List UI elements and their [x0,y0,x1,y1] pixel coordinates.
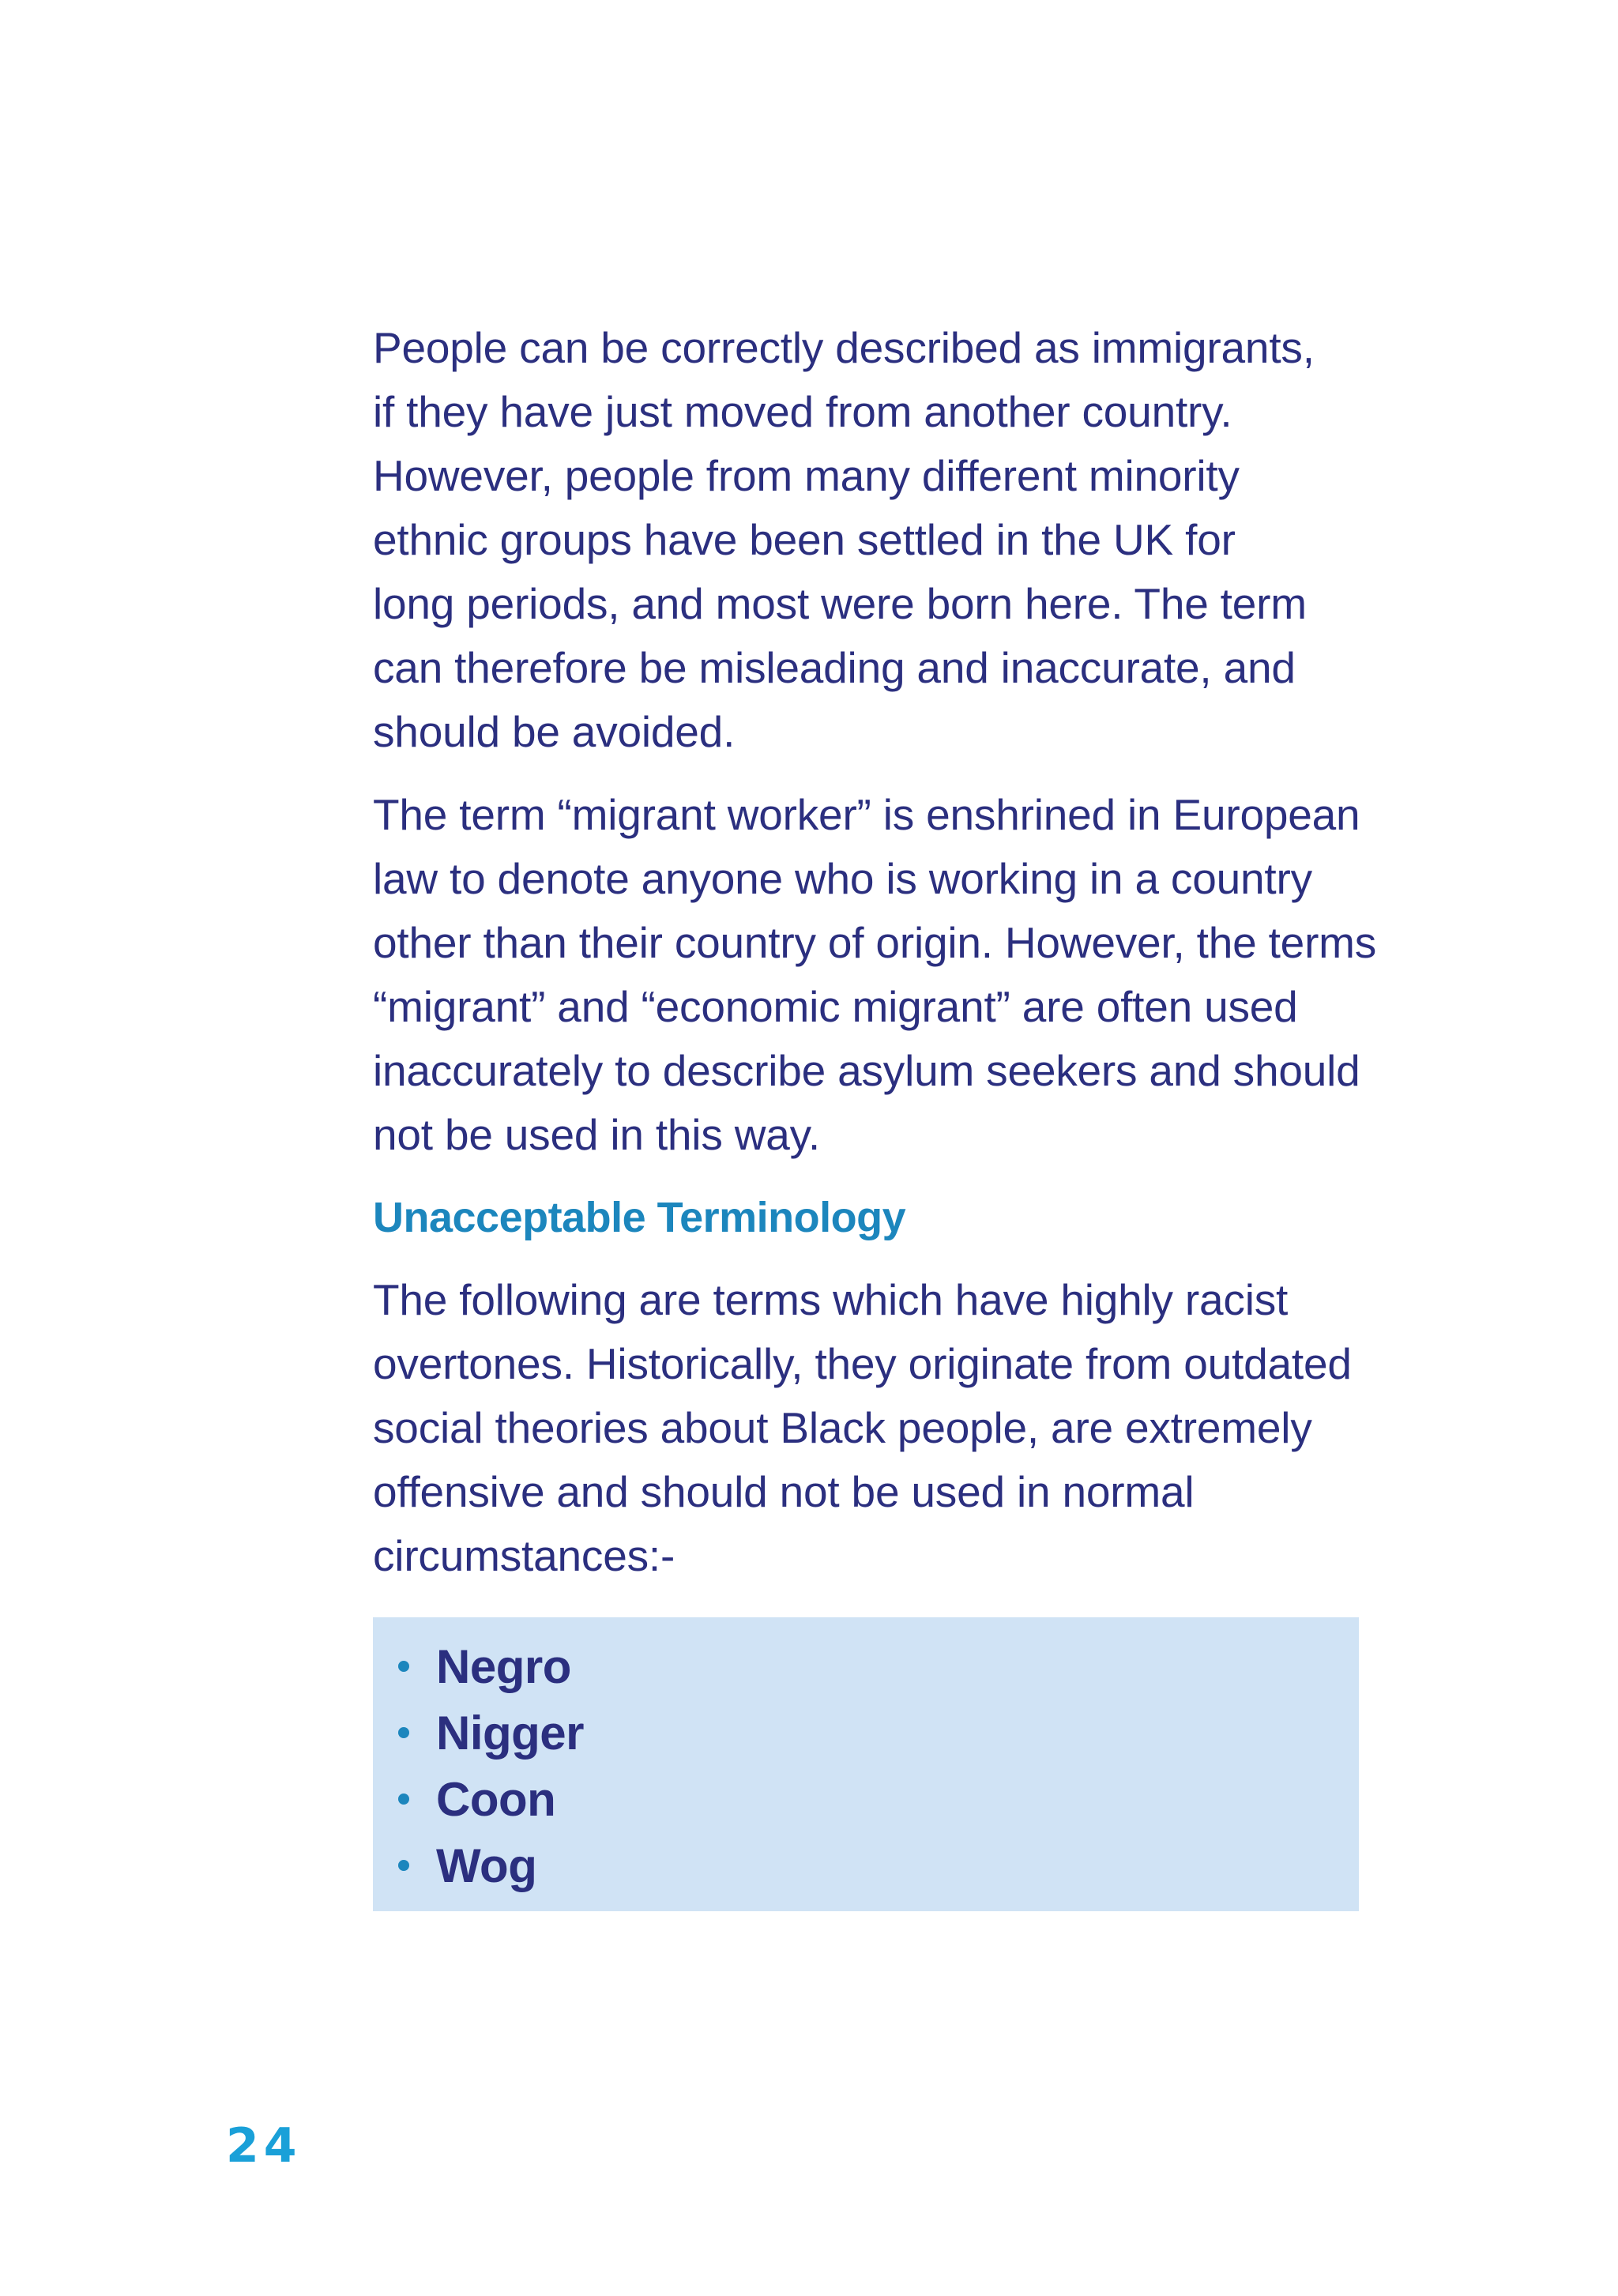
paragraph-line: not be used in this way. [373,1110,820,1159]
paragraph-line: The following are terms which have highly racist [373,1275,1289,1324]
paragraph-racist-terms [373,1268,1463,1588]
bullet-icon [398,1794,409,1805]
paragraph-line: The term “migrant worker” is enshrined in European [373,790,1360,839]
list-item [398,1832,1359,1899]
paragraph-line: social theories about Black people, are extremely [373,1403,1312,1452]
bullet-icon [398,1661,409,1672]
term-label: Negro [436,1639,571,1693]
list-item [398,1633,1359,1699]
paragraph-line: People can be correctly described as immigrants, [373,323,1315,372]
paragraph-line: circumstances:- [373,1531,675,1580]
paragraph-line: offensive and should not be used in normal [373,1467,1195,1516]
paragraph-line: ethnic groups have been settled in the UK for [373,515,1236,564]
paragraph-line: inaccurately to describe asylum seekers and should [373,1046,1360,1095]
unacceptable-terms-box [373,1617,1359,1911]
page-number: 24 [226,2118,302,2174]
bullet-icon [398,1727,409,1738]
paragraph-line: other than their country of origin. However, the terms [373,918,1377,967]
main-content [373,316,1463,1588]
unacceptable-terms-list [398,1633,1359,1899]
paragraph-line: law to denote anyone who is working in a country [373,854,1312,903]
term-label: Nigger [436,1706,585,1760]
paragraph-immigrants [373,316,1463,764]
list-item [398,1699,1359,1766]
term-label: Coon [436,1772,556,1826]
paragraph-line: However, people from many different minority [373,451,1240,500]
section-heading: Unacceptable Terminology [373,1194,906,1241]
paragraph-line: long periods, and most were born here. The term [373,579,1307,628]
paragraph-line: “migrant” and “economic migrant” are often used [373,982,1298,1031]
paragraph-line: can therefore be misleading and inaccurate, and [373,643,1296,692]
paragraph-line: should be avoided. [373,707,736,756]
paragraph-migrant-worker [373,783,1463,1167]
bullet-icon [398,1860,409,1871]
paragraph-line: overtones. Historically, they originate from outdated [373,1339,1352,1388]
list-item [398,1766,1359,1832]
term-label: Wog [436,1839,537,1892]
paragraph-line: if they have just moved from another country. [373,387,1232,436]
